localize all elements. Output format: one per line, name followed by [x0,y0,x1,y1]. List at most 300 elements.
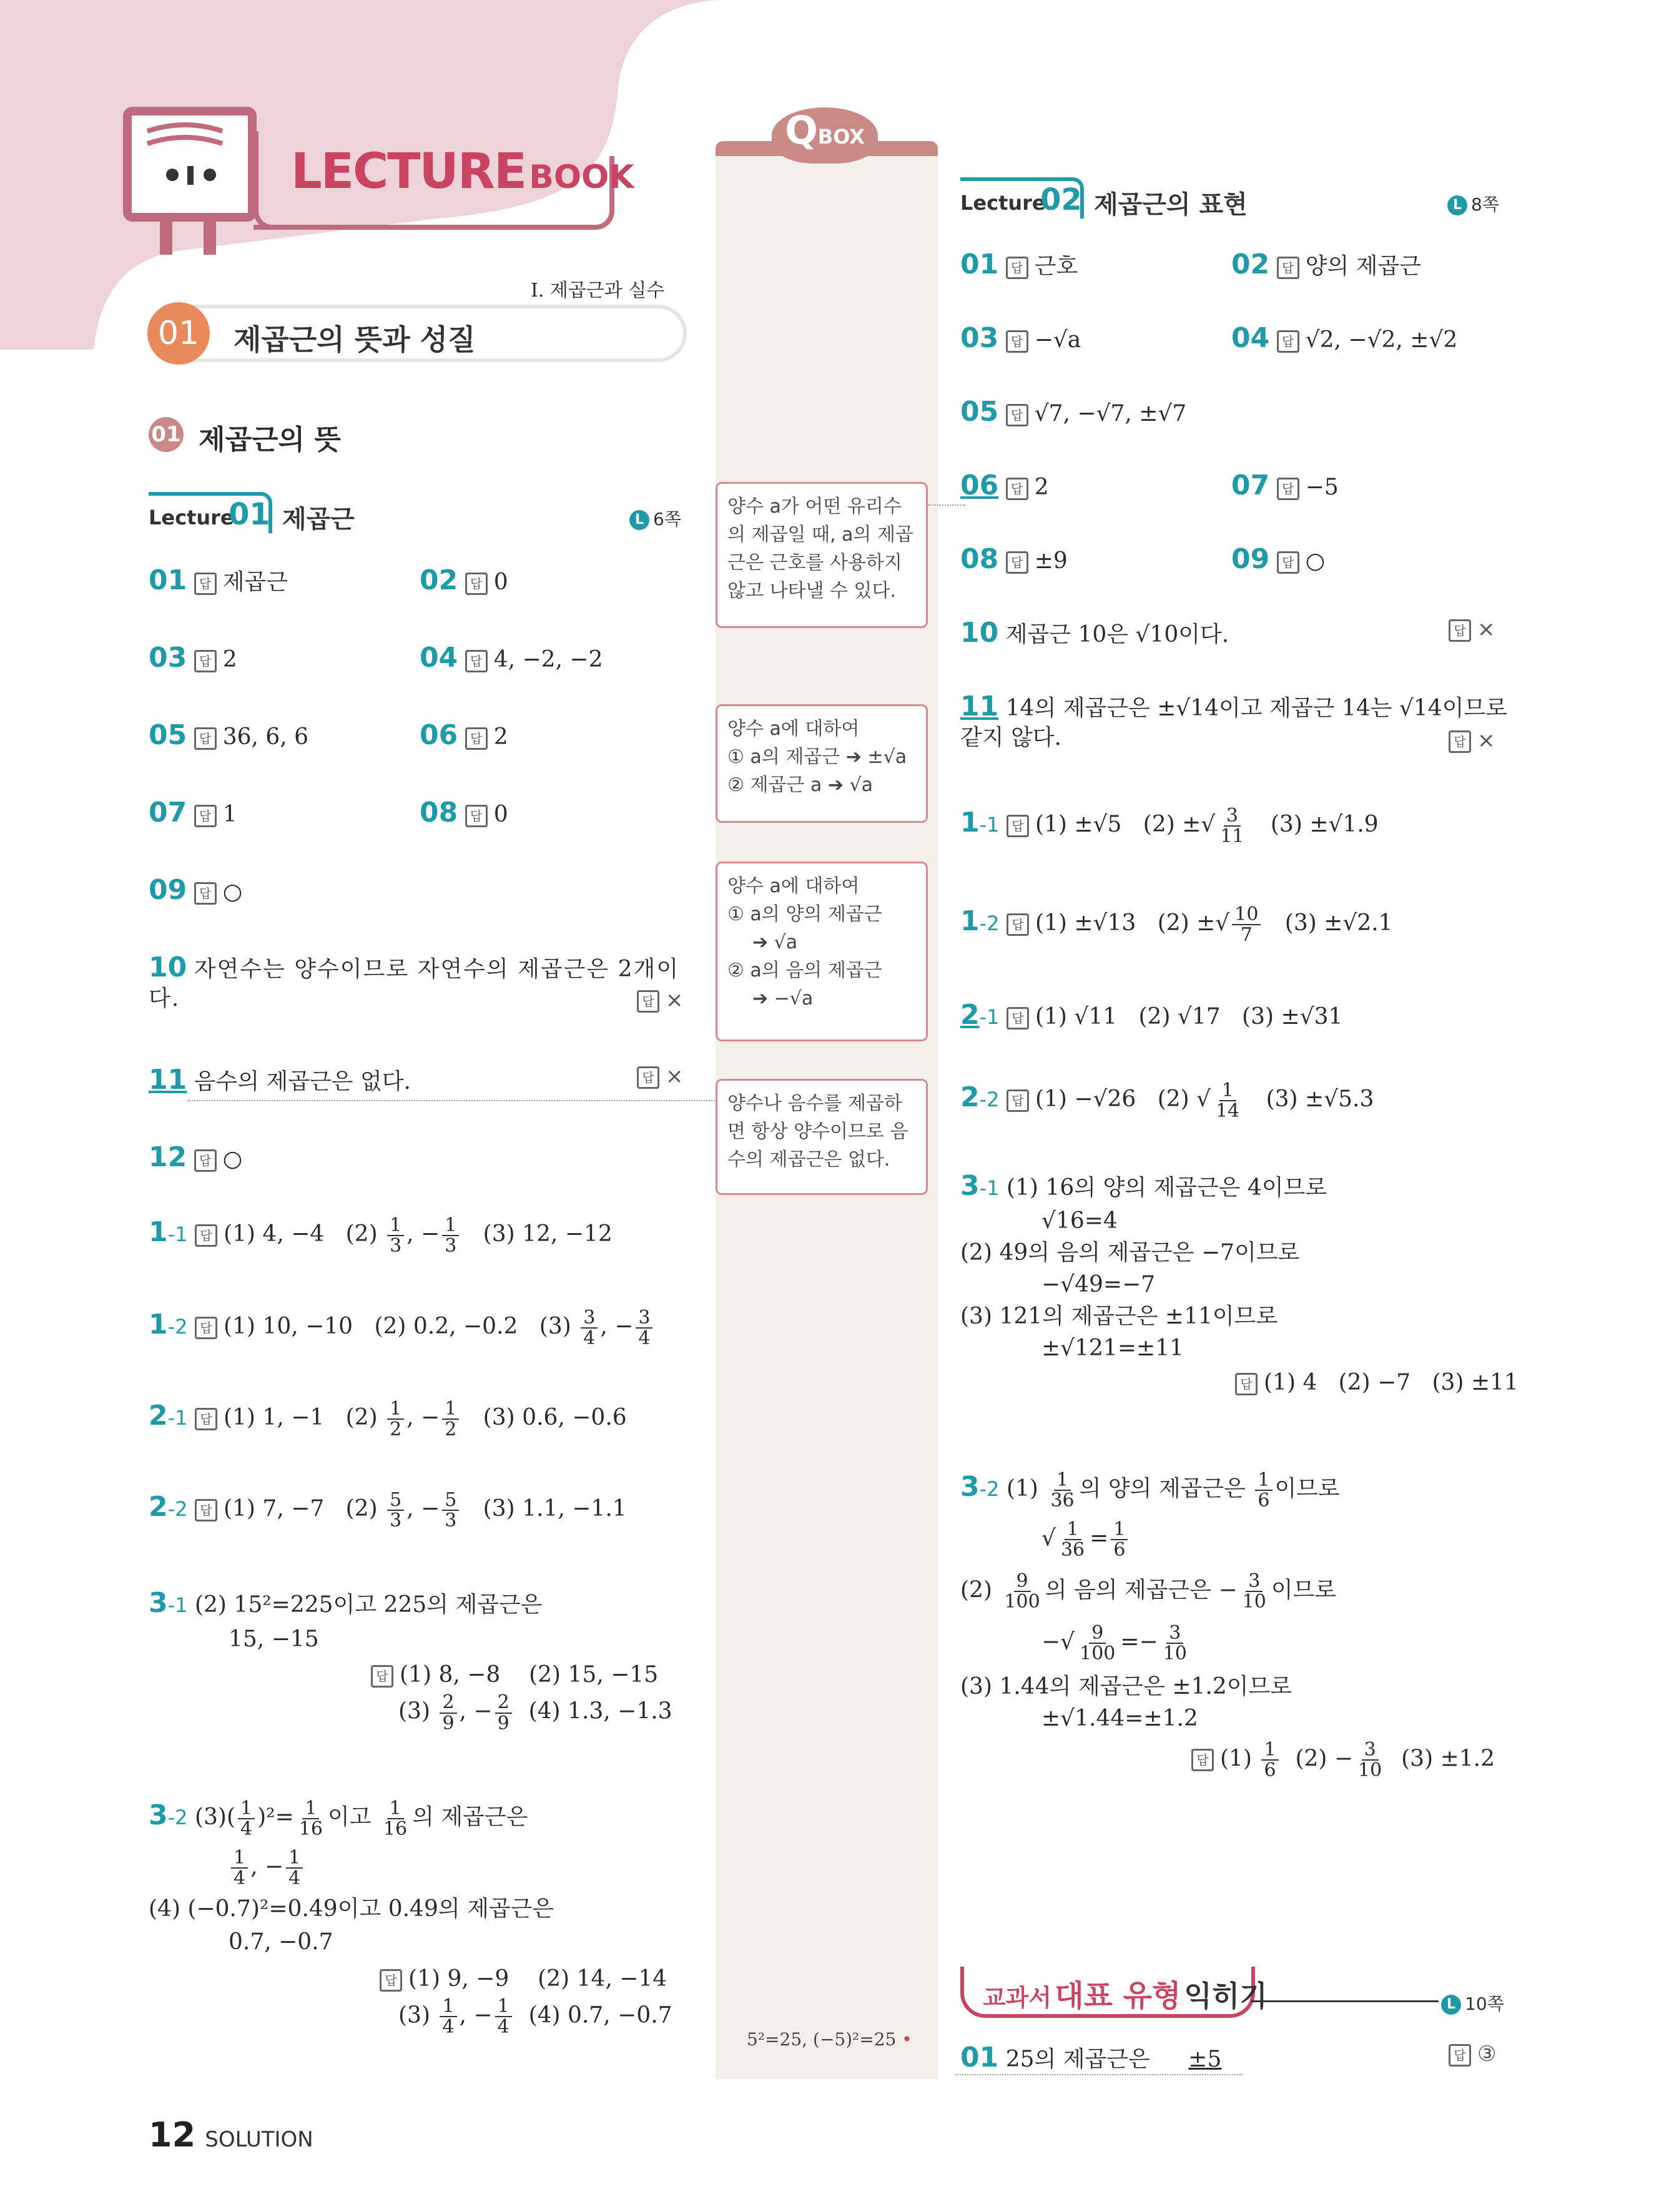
logo-book: BOOK [529,159,634,196]
solution-line: ±√121=±11 [1041,1335,1184,1361]
answer-mark-icon [194,805,217,827]
answer-value: ±5 [1188,2047,1222,2072]
answer-mark-icon [1006,330,1028,353]
qbox-side-note: 5²=25, (−5)²=25 • [747,2029,912,2050]
fraction: $\frac{1}{4}$ [440,1997,456,2037]
fraction: $\frac{1}{6}$ [1261,1740,1278,1781]
solution-line: (3) 121의 제곱근은 ±11이므로 [960,1304,1278,1329]
answer-number: 03 [149,642,187,674]
answer-mark-icon [1449,619,1471,642]
solution-line: 의 제곱근은 [412,1804,528,1830]
l1-practice-3-2: 3-2 (3)( $\frac{1}{4}$ )²= $\frac{1}{16}$ 이고 $\frac{1}{16}$ 의 제곱근은 $\frac{1}{4}$ , − $\frac{1}{4}$ (4) (−0.7)²=0.49이고 0.49의 제곱근은 0.7, −0.7 답(1) 9, −9 (2) 14, −14 (3) $\frac{1}{4}$ , − $\frac{1}{4}$ (4) 0.7, −0.7 [149,1798,686,2037]
answer-value: (1) [1220,1746,1252,1771]
answer-value: (1) 9, −9 [408,1965,510,1992]
answer-mark-icon [380,1969,402,1992]
answer-value: (2) [345,1496,378,1521]
fraction: $\frac{1}{2}$ [442,1399,459,1440]
answer-value: (3) 12, −12 [483,1221,613,1247]
answer-value: 근호 [1034,253,1078,279]
dotted-leader-line [955,2074,1243,2075]
practice-number: 1 [149,1216,168,1248]
answer-value: (1) ±√5 [1035,812,1122,837]
answer-number: 11 [960,691,999,722]
answer-value: (1) √11 [1035,1004,1118,1030]
fraction: $\frac{1}{4}$ [286,1848,303,1889]
answer-value: (2) [345,1221,378,1247]
qbox-text: 양수나 음수를 제곱하면 항상 양수이므로 음수의 제곱근은 없다. [727,1093,908,1171]
l2-answer-07 [1231,468,1339,503]
answer-value: (3) [398,2002,430,2028]
dotted-leader-line [928,504,965,506]
unit-number-badge: 01 [147,302,210,365]
answer-value: 25의 제곱근은 [1005,2047,1150,2072]
answer-value: (2) ± [1143,812,1201,837]
qbox-note-4 [716,1079,928,1195]
answer-value: ○ [222,879,243,905]
l1-answer-11-mark [637,1064,684,1089]
answer-mark-icon [1007,1007,1029,1030]
l1-practice-3-1: 3-1 (2) 15²=225이고 225의 제곱근은 15, −15 답(1) 8, −8 (2) 15, −15 (3) $\frac{2}{9}$ , − $\frac{2}{9}$ (4) 1.3, −1.3 [149,1586,686,1733]
answer-value: 4, −2, −2 [493,647,603,672]
section-number-badge: 01 [149,417,184,452]
answer-value: 자연수는 양수이므로 자연수의 제곱근은 2개이다. [149,956,680,1011]
practice-sub: -1 [979,1005,1000,1029]
solution-line: 이므로 [1271,1577,1337,1603]
answer-mark-icon [195,1499,217,1521]
practice-number: 2 [960,999,980,1031]
answer-mark-icon [1277,330,1299,353]
qbox-text: ② a의 음의 제곱근 [727,960,882,981]
practice-sub: -2 [167,1806,188,1829]
answer-value: ○ [222,1146,243,1172]
answer-mark-icon [465,650,488,672]
answer-mark-icon [1449,730,1471,753]
qbox-text: ➔ −√a [752,988,814,1010]
answer-value: (1) −√26 [1035,1086,1136,1112]
l2-practice-1-2: 1-2 답 (1) ±√13 (2) ±√ $\frac{10}{7}$ (3) ±√2.1 [960,904,1393,945]
l1-practice-2-1: 2-1 답 (1) 1, −1 (2) $\frac{1}{2}$ , − $\frac{1}{2}$ (3) 0.6, −0.6 [149,1398,627,1440]
answer-number: 08 [960,543,999,575]
fraction: $\frac{2}{9}$ [440,1693,456,1733]
fraction: $\frac{3}{10}$ [1242,1570,1266,1613]
l2-answer-11-mark [1449,728,1495,753]
solution-line: (3) [194,1804,227,1830]
answer-mark-icon [1007,815,1029,837]
answer-mark-icon [1235,1373,1258,1395]
qbox-text: 양수 a에 대하여 [727,875,860,897]
solution-line: (3) 1.44의 제곱근은 ±1.2이므로 [960,1673,1292,1699]
l2-answer-02 [1231,247,1421,282]
answer-value: (2) ± [1157,910,1216,936]
fraction: $\frac{1}{36}$ [1050,1468,1075,1512]
lecture02-title: 제곱근의 표현 [1094,190,1248,219]
unit-title-bar [150,305,687,362]
solution-line: 의 음의 제곱근은 − [1045,1577,1238,1603]
answer-mark-icon [1449,2044,1471,2067]
fraction: $\frac{1}{16}$ [298,1797,323,1840]
solution-line: √16=4 [1041,1208,1118,1234]
fraction: $\frac{5}{3}$ [387,1490,404,1531]
fraction: $\frac{5}{3}$ [442,1490,459,1531]
answer-number: 05 [149,719,187,751]
fraction: $\frac{1}{6}$ [1255,1470,1272,1511]
fraction: $\frac{2}{9}$ [495,1693,512,1733]
qbox-text: ② 제곱근 a ➔ √a [727,774,873,796]
l2-answer-10 [960,616,1229,650]
answer-number: 07 [149,797,187,828]
qbox-text: ① a의 양의 제곱근 [727,903,882,925]
qbox-text: 양수 a에 대하여 [727,718,860,740]
answer-number: 06 [420,719,458,751]
answer-value: 제곱근 10은 √10이다. [1005,622,1229,647]
practice-sub: -1 [979,813,1000,837]
qbox-text: 5²=25, (−5)²=25 [747,2029,897,2050]
dotted-leader-line [187,1100,724,1101]
solution-line: (1) [1006,1476,1038,1502]
l2-answer-06 [960,468,1049,503]
fraction: $\frac{1}{4}$ [495,1997,512,2037]
lecture-page-icon: L [1441,1995,1461,2015]
answer-number: 04 [420,642,458,674]
lecture01-word: Lecture [149,506,234,529]
answer-number: 01 [149,564,187,596]
answer-value: × [666,1064,684,1089]
lecture01-header [149,492,686,532]
l2-answer-09 [1231,542,1325,576]
lecture-book-logo [122,106,634,237]
answer-number: 04 [1231,322,1270,354]
answer-value: (3) ±√2.1 [1284,910,1393,936]
answer-value: 14의 제곱근은 ±√14이고 제곱근 14는 √14이므로 같지 않다. [960,696,1508,750]
l2-answer-08 [960,542,1068,576]
answer-value: (1) 10, −10 [223,1314,353,1339]
answer-value: (3) [398,1698,430,1724]
textbook-page: 10쪽 [1465,1993,1504,2014]
answer-value: (3) ±√1.9 [1270,812,1379,837]
l2-practice-3-2: 3-2 (1) $\frac{1}{36}$ 의 양의 제곱근은 $\frac{1}{6}$ 이므로 √ $\frac{1}{36}$ = $\frac{1}{6}$ (2) $\frac{9}{100}$ 의 음의 제곱근은 − $\frac{3}{10}$ 이므로 −√ $\frac{9}{100}$ =− $\frac{3}{10}$ (3) 1.44의 제곱근은 ±1.2이므로 ±√1.44=±1.2 답(1) $\frac{1}{6}$ (2) − $\frac{3}{10}$ (3) ±1.2 [960,1470,1510,1781]
lecture01-title: 제곱근 [282,505,355,534]
answer-mark-icon [1006,551,1028,574]
footer-label: SOLUTION [205,2127,313,2152]
practice-sub: -2 [979,1088,1000,1111]
answer-value: (2) [345,1405,378,1430]
l1-answer-12 [149,1140,242,1174]
practice-number: 2 [149,1491,168,1523]
l2-practice-2-2: 2-2 답 (1) −√26 (2) √ $\frac{1}{14}$ (3) ±√5.3 [960,1080,1374,1121]
answer-value: (3) [539,1314,571,1339]
answer-value: −√a [1034,327,1081,353]
l1-answer-06 [420,718,508,752]
answer-value: (3) ±√5.3 [1266,1086,1374,1112]
solution-line: 의 양의 제곱근은 [1079,1476,1246,1502]
practice-sub: -1 [167,1222,188,1246]
textbook-q01-answer [1449,2042,1496,2067]
answer-value: × [1477,617,1495,642]
solution-line: 15, −15 [229,1626,319,1652]
fraction: $\frac{1}{3}$ [387,1216,404,1256]
lecture02-word: Lecture [960,191,1046,215]
solution-line: (2) 49의 음의 제곱근은 −7이므로 [960,1240,1300,1266]
answer-mark-icon [1007,1089,1029,1112]
answer-mark-icon [1277,551,1299,574]
book-mascot-icon [122,106,272,262]
qbox-title [772,107,878,164]
lecture01-number: 01 [229,497,270,532]
fraction: $\frac{3}{4}$ [581,1308,598,1349]
answer-mark-icon [1191,1749,1214,1771]
answer-value: −5 [1305,474,1339,500]
lecture01-page-ref [629,506,681,531]
unit-title: 제곱근의 뜻과 성질 [234,323,476,356]
textbook-page-ref [1441,1990,1504,2015]
answer-number: 11 [149,1064,187,1096]
l2-practice-1-1: 1-1 답 (1) ±√5 (2) ±√ $\frac{3}{11}$ (3) ±√1.9 [960,805,1379,847]
answer-number: 02 [420,564,458,596]
practice-sub: -1 [167,1593,188,1617]
fraction: $\frac{1}{4}$ [231,1848,248,1889]
answer-value: (1) 4 (2) −7 (3) ±11 [1264,1370,1519,1395]
lecture-page-icon: L [1447,195,1467,215]
qbox-text: ① a의 제곱근 ➔ ±√a [727,746,907,768]
answer-value: 36, 6, 6 [222,724,309,750]
fraction: $\frac{1}{14}$ [1216,1079,1240,1122]
textbook-title-b: 대표 유형 [1055,1979,1181,2013]
l2-answer-04 [1231,321,1457,355]
lecture02-header [960,177,1510,217]
l1-answer-11 [149,1063,411,1097]
answer-value: (2) √17 [1138,1004,1221,1030]
l1-practice-2-2: 2-2 답 (1) 7, −7 (2) $\frac{5}{3}$ , − $\frac{5}{3}$ (3) 1.1, −1.1 [149,1490,627,1531]
l1-answer-01 [149,563,288,597]
answer-mark-icon [637,1066,659,1089]
answer-value: × [1477,728,1495,753]
answer-value: (3) 0.6, −0.6 [483,1405,627,1430]
answer-number: 05 [960,396,999,428]
lecture02-page: 8쪽 [1471,194,1499,215]
solution-line: (1) 16의 양의 제곱근은 4이므로 [1006,1175,1327,1201]
answer-value: (4) 0.7, −0.7 [528,2002,672,2028]
answer-value: (3) ±1.2 [1401,1746,1495,1771]
answer-value: (4) 1.3, −1.3 [528,1698,672,1724]
answer-mark-icon [194,1149,217,1172]
answer-mark-icon [1006,478,1028,500]
l1-answer-02 [420,563,508,597]
l1-answer-04 [420,641,603,675]
fraction: $\frac{1}{36}$ [1060,1518,1085,1561]
fraction: $\frac{1}{16}$ [383,1797,408,1840]
answer-number: 09 [149,874,187,906]
practice-number: 3 [960,1170,980,1202]
fraction: $\frac{1}{2}$ [387,1399,404,1440]
textbook-title-c: 익히기 [1184,1979,1268,2013]
answer-number: 12 [149,1141,187,1173]
answer-value: (1) 4, −4 [223,1221,325,1247]
answer-value: (2) 14, −14 [538,1965,667,1992]
textbook-divider [1251,2000,1439,2002]
solution-line: (2) [960,1577,992,1603]
answer-mark-icon [194,573,217,595]
answer-value: (3) ±√31 [1242,1004,1343,1030]
fraction: $\frac{1}{4}$ [238,1799,255,1839]
answer-mark-icon [1006,257,1028,279]
fraction: $\frac{3}{10}$ [1358,1738,1382,1781]
l1-answer-10 [149,950,686,1013]
solution-line: 이고 [327,1804,372,1830]
answer-value: (1) ±√13 [1035,910,1136,936]
answer-number: 02 [1231,248,1270,280]
qbox-q: Q [785,107,818,153]
answer-number: 01 [960,2042,999,2073]
answer-number: 09 [1231,543,1270,575]
l2-answer-03 [960,321,1081,355]
practice-sub: -1 [979,1176,1000,1200]
l1-answer-08 [420,795,508,830]
l1-answer-05 [149,718,308,752]
practice-sub: -2 [979,912,1000,935]
answer-value: 제곱근 [222,569,288,595]
lecture02-number: 02 [1040,182,1082,217]
page-number: 12 [149,2115,196,2155]
l1-answer-10-mark [637,988,684,1013]
footer [149,2115,313,2155]
answer-mark-icon [371,1665,393,1688]
logo-frame-left [254,131,277,230]
practice-sub: -1 [167,1406,188,1430]
lecture01-page: 6쪽 [653,509,681,529]
qbox-note-2 [716,704,928,823]
answer-value: (1) 7, −7 [223,1496,325,1521]
textbook-section-header [960,1967,1510,2029]
practice-sub: -2 [167,1315,188,1339]
l1-answer-09 [149,873,242,907]
answer-mark-icon [465,805,488,827]
answer-value: (3) 1.1, −1.1 [483,1496,627,1521]
practice-number: 1 [149,1309,168,1340]
answer-mark-icon [195,1408,217,1430]
answer-mark-icon [1006,404,1028,426]
fraction: $\frac{10}{7}$ [1232,905,1261,945]
answer-number: 10 [149,951,187,983]
textbook-title [983,1972,1268,2015]
textbook-q01 [960,2040,1221,2075]
answer-value: (2) [1157,1086,1189,1112]
qbox-note-1 [716,482,928,628]
fraction: $\frac{1}{3}$ [442,1216,459,1256]
answer-mark-icon [465,727,488,750]
l2-answer-11 [960,689,1510,752]
answer-mark-icon [1007,913,1029,936]
fraction: $\frac{1}{6}$ [1111,1520,1128,1560]
solution-line: (2) 15²=225이고 225의 제곱근은 [194,1592,543,1618]
answer-value: (1) 8, −8 [400,1662,501,1688]
fraction: $\frac{9}{100}$ [1004,1570,1040,1613]
answer-mark-icon [637,990,659,1013]
solution-line: ±√1.44=±1.2 [1041,1705,1198,1731]
lecture02-page-ref [1447,191,1499,216]
answer-value: 0 [493,802,508,827]
l2-answer-05 [960,395,1186,429]
solution-line: 0.7, −0.7 [229,1929,333,1955]
l2-answer-10-mark [1449,617,1495,642]
answer-value: 양의 제곱근 [1305,253,1422,279]
l1-practice-1-2: 1-2 답 (1) 10, −10 (2) 0.2, −0.2 (3) $\frac{3}{4}$ , − $\frac{3}{4}$ [149,1307,655,1349]
logo-lecture: LECTURE [291,144,526,200]
answer-value: ③ [1477,2042,1497,2067]
answer-value: (1) 1, −1 [223,1405,325,1430]
l2-practice-3-1 [960,1169,1519,1397]
answer-value: 음수의 제곱근은 없다. [194,1069,411,1094]
practice-sub: -2 [167,1497,188,1521]
fraction: $\frac{3}{4}$ [636,1308,652,1349]
qbox-text: ➔ √a [752,931,798,953]
qbox-note-3 [716,862,928,1041]
answer-number: 10 [960,617,999,649]
answer-value: (2) 0.2, −0.2 [374,1314,518,1339]
l1-practice-1-1: 1-1 답 (1) 4, −4 (2) $\frac{1}{3}$ , − $\frac{1}{3}$ (3) 12, −12 [149,1215,613,1256]
answer-mark-icon [195,1224,217,1247]
answer-value: 0 [493,569,508,595]
qbox-text: 양수 a가 어떤 유리수의 제곱일 때, a의 제곱근은 근호를 사용하지 않고 나타낼 수 있다. [727,496,913,602]
l2-practice-2-1 [960,998,1342,1032]
fraction: $\frac{3}{11}$ [1220,804,1244,847]
answer-mark-icon [194,727,217,750]
practice-number: 3 [149,1587,168,1619]
solution-line: −√49=−7 [1041,1272,1156,1297]
l1-answer-03 [149,641,237,675]
practice-number: 3 [960,1471,980,1503]
answer-number: 08 [420,797,458,828]
answer-mark-icon [194,882,217,905]
answer-value: ±9 [1034,548,1068,574]
fraction: $\frac{9}{100}$ [1080,1621,1116,1664]
l2-answer-01 [960,247,1078,282]
answer-number: 07 [1231,469,1270,501]
answer-value: 1 [222,802,237,827]
qbox-box: BOX [817,125,865,149]
practice-number: 1 [960,807,980,838]
answer-value: √2, −√2, ±√2 [1305,327,1458,353]
fraction: $\frac{3}{10}$ [1163,1621,1187,1664]
l1-answer-07 [149,795,237,830]
answer-value: ○ [1305,548,1326,574]
answer-number: 06 [960,469,999,501]
textbook-title-a: 교과서 [983,1984,1052,2012]
answer-value: 2 [222,647,237,672]
chapter-ref: Ⅰ. 제곱근과 실수 [531,280,665,302]
practice-number: 2 [149,1400,168,1432]
lecture-page-icon: L [629,510,649,530]
solution-line: 이므로 [1274,1476,1340,1502]
logo-text [291,144,634,200]
answer-value: √7, −√7, ±√7 [1034,401,1187,426]
section-title: 제곱근의 뜻 [199,424,341,456]
practice-number: 2 [960,1081,980,1113]
answer-value: (2) 15, −15 [529,1662,659,1688]
practice-number: 3 [149,1799,168,1831]
answer-number: 03 [960,322,999,354]
answer-mark-icon [465,573,488,595]
solution-line: (4) (−0.7)²=0.49이고 0.49의 제곱근은 [149,1895,554,1922]
answer-value: (2) − [1295,1746,1354,1771]
answer-value: 2 [1034,474,1049,500]
answer-value: 2 [493,724,508,750]
answer-value: × [666,988,684,1013]
answer-mark-icon [1277,478,1299,500]
answer-mark-icon [194,650,217,672]
answer-mark-icon [195,1317,217,1339]
answer-number: 01 [960,248,999,280]
practice-number: 1 [960,905,980,937]
